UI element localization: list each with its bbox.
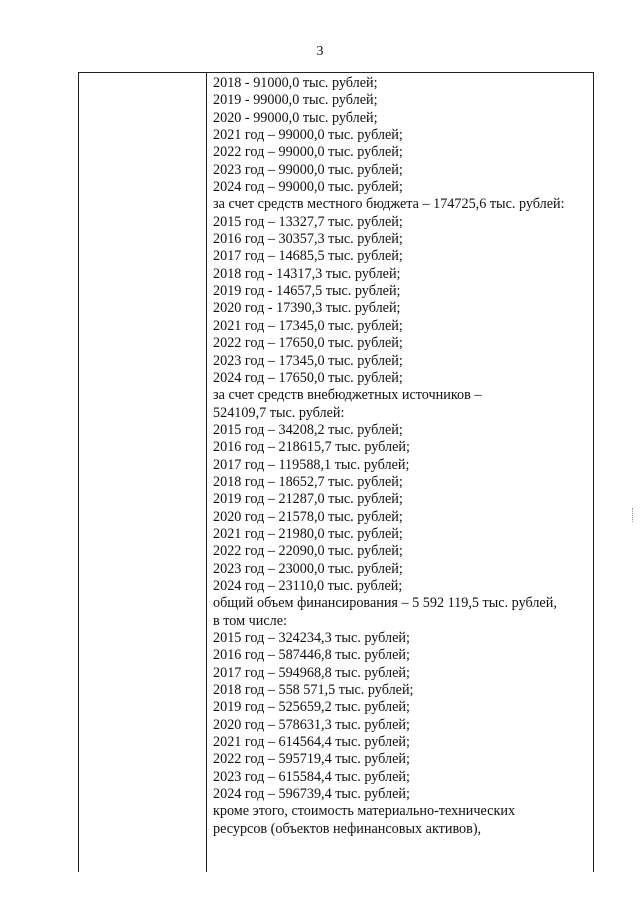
text-line: 2022 год – 595719,4 тыс. рублей; bbox=[213, 751, 410, 768]
text-line: 2023 год – 17345,0 тыс. рублей; bbox=[213, 352, 403, 369]
text-line: 2016 год – 30357,3 тыс. рублей; bbox=[213, 231, 403, 248]
table-label-cell bbox=[79, 73, 207, 872]
text-line: 2019 год – 525659,2 тыс. рублей; bbox=[213, 699, 410, 716]
table-content-cell bbox=[213, 75, 591, 838]
page-number: 3 bbox=[316, 44, 324, 59]
text-line: 2021 год – 17345,0 тыс. рублей; bbox=[213, 317, 403, 334]
text-line: 2018 год – 18652,7 тыс. рублей; bbox=[213, 473, 403, 490]
text-line: 2018 год – 558 571,5 тыс. рублей; bbox=[213, 682, 414, 699]
text-line: 2015 год – 324234,3 тыс. рублей; bbox=[213, 630, 410, 646]
text-line: 2020 год – 21578,0 тыс. рублей; bbox=[213, 508, 403, 525]
text-line: 2022 год – 99000,0 тыс. рублей; bbox=[213, 144, 403, 161]
text-line: 2020 - 99000,0 тыс. рублей; bbox=[213, 109, 378, 126]
text-line: ресурсов (объектов нефинансовых активов), bbox=[213, 820, 482, 837]
text-line: 2019 год – 21287,0 тыс. рублей; bbox=[213, 491, 403, 508]
funding-table bbox=[78, 72, 594, 872]
text-line: 2019 - 99000,0 тыс. рублей; bbox=[213, 92, 378, 109]
text-line: 2015 год – 13327,7 тыс. рублей; bbox=[213, 213, 403, 230]
text-line: 2017 год – 14685,5 тыс. рублей; bbox=[213, 248, 403, 265]
margin-mark bbox=[632, 508, 635, 522]
text-line: 2018 год - 14317,3 тыс. рублей; bbox=[213, 265, 401, 282]
text-line: 2021 год – 99000,0 тыс. рублей; bbox=[213, 127, 403, 144]
text-line: за счет средств внебюджетных источников – bbox=[213, 387, 482, 404]
text-line: 2016 год – 218615,7 тыс. рублей; bbox=[213, 439, 410, 456]
text-line: 2021 год – 21980,0 тыс. рублей; bbox=[213, 525, 403, 542]
text-line: 2022 год – 22090,0 тыс. рублей; bbox=[213, 543, 403, 560]
text-line: 2021 год – 614564,4 тыс. рублей; bbox=[213, 734, 410, 751]
text-line: 2017 год – 594968,8 тыс. рублей; bbox=[213, 664, 410, 681]
text-line: 2024 год – 99000,0 тыс. рублей; bbox=[213, 179, 403, 196]
text-line: 2016 год – 587446,8 тыс. рублей; bbox=[213, 647, 410, 664]
text-line: за счет средств местного бюджета – 174725,6 тыс. рублей: bbox=[213, 196, 565, 213]
text-line: 524109,7 тыс. рублей: bbox=[213, 404, 345, 421]
text-line: общий объем финансирования – 5 592 119,5 тыс. рублей, bbox=[213, 595, 557, 612]
text-line: 2023 год – 615584,4 тыс. рублей; bbox=[213, 768, 410, 785]
text-line: 2020 год - 17390,3 тыс. рублей; bbox=[213, 300, 401, 317]
text-line: 2019 год - 14657,5 тыс. рублей; bbox=[213, 283, 401, 300]
text-line: 2022 год – 17650,0 тыс. рублей; bbox=[213, 335, 403, 352]
text-line: 2024 год – 17650,0 тыс. рублей; bbox=[213, 369, 403, 386]
text-line: 2017 год – 119588,1 тыс. рублей; bbox=[213, 456, 410, 473]
text-line: 2015 год – 34208,2 тыс. рублей; bbox=[213, 421, 403, 438]
text-line: 2020 год – 578631,3 тыс. рублей; bbox=[213, 716, 410, 733]
text-line: в том числе: bbox=[213, 612, 287, 629]
text-line: кроме этого, стоимость материально-технических bbox=[213, 803, 516, 820]
text-line: 2024 год – 23110,0 тыс. рублей; bbox=[213, 577, 403, 594]
text-line: 2023 год – 23000,0 тыс. рублей; bbox=[213, 560, 403, 577]
text-line: 2024 год – 596739,4 тыс. рублей; bbox=[213, 786, 410, 803]
text-line: 2018 - 91000,0 тыс. рублей; bbox=[213, 75, 378, 91]
text-line: 2023 год – 99000,0 тыс. рублей; bbox=[213, 161, 403, 178]
